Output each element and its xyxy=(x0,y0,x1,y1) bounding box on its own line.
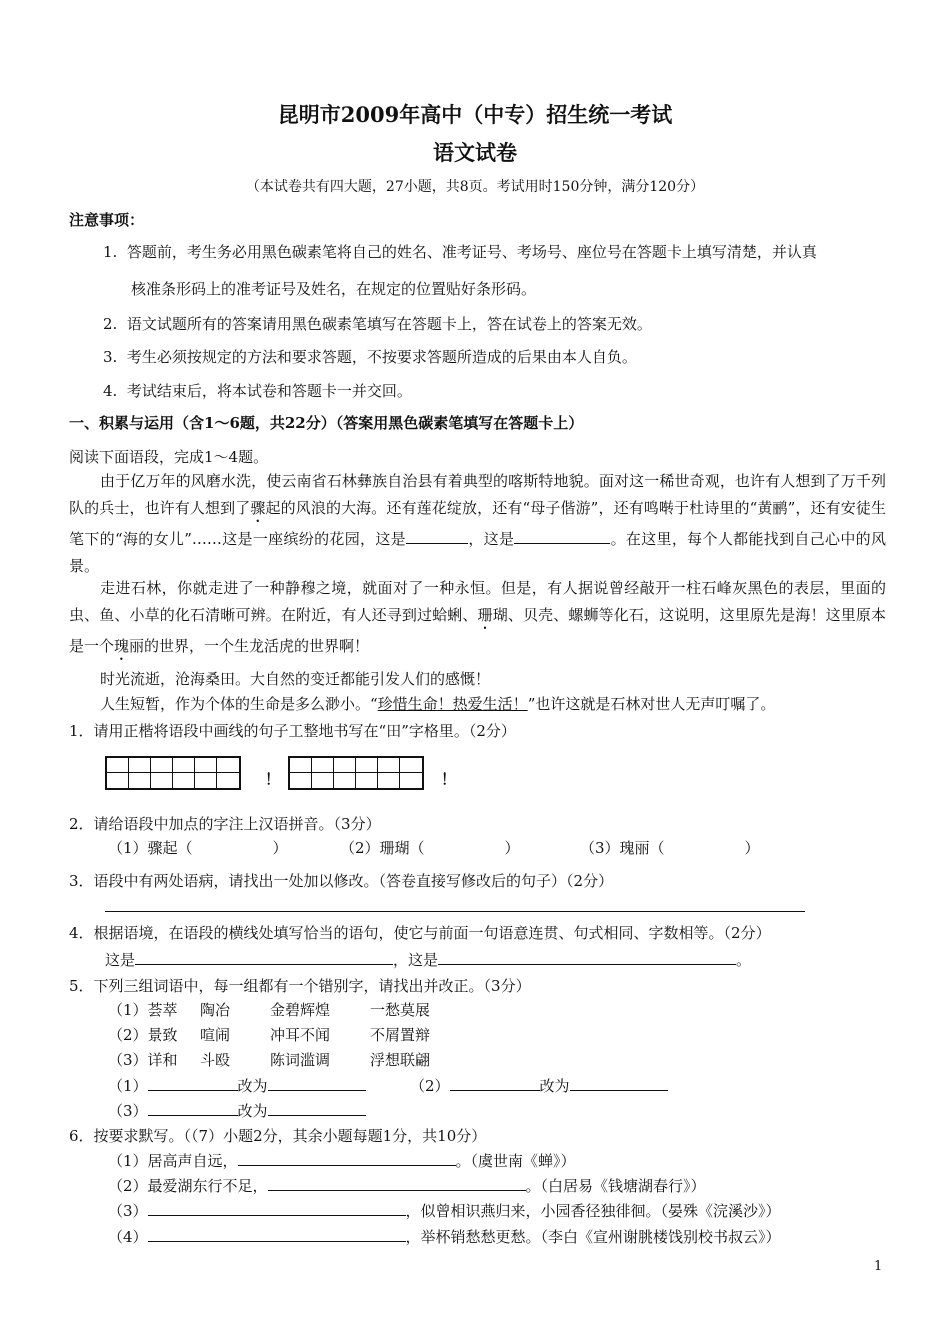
question-4: 4．根据语境，在语段的横线处填写恰当的语句，使它与前面一句语意连贯、句式相同、字数相等。（2分） xyxy=(69,924,771,942)
passage-paragraph-4: 人生短暂，作为个体的生命是多么渺小。“珍惜生命！热爱生活！”也许这就是石林对世人无声叮嘱了。 xyxy=(100,695,776,713)
q2-item-2: （2）珊瑚（ ） xyxy=(340,839,520,857)
underlined-sentence: 珍惜生命！热爱生活！ xyxy=(377,695,528,713)
blank-2[interactable] xyxy=(514,528,610,544)
exam-title: 昆明市2009年高中（中专）招生统一考试 xyxy=(277,102,673,127)
q6-item-3: （3） ，似曾相识燕归来，小园香径独徘徊。（晏殊《浣溪沙》） xyxy=(108,1202,781,1220)
notice-item-1-cont: 核准条形码上的准考证号及姓名，在规定的位置贴好条形码。 xyxy=(131,280,537,298)
notice-item-3: 3. 考生必须按规定的方法和要求答题，不按要求答题所造成的后果由本人自负。 xyxy=(103,348,637,366)
q5-row-1: （1）荟萃 陶冶 金碧辉煌 一愁莫展 xyxy=(108,1001,431,1019)
q5-row-2: （2）景致 喧闹 冲耳不闻 不屑置辩 xyxy=(108,1026,431,1044)
writing-grid-1[interactable] xyxy=(105,756,241,790)
question-2: 2．请给语段中加点的字注上汉语拼音。（3分） xyxy=(69,815,381,833)
notice-item-1: 1. 答题前，考生务必用黑色碳素笔将自己的姓名、准考证号、考场号、座位号在答题卡上填写清楚，并认真 xyxy=(103,243,817,261)
writing-grid-2[interactable] xyxy=(288,756,424,790)
blank-1[interactable] xyxy=(406,528,468,544)
notice-item-4: 4. 考试结束后，将本试卷和答题卡一并交回。 xyxy=(103,382,412,400)
q5-answer-3: （3） 改为 xyxy=(108,1100,366,1121)
q6-item-2: （2）最爱湖东行不足， 。（白居易《钱塘湖春行》） xyxy=(108,1177,706,1195)
passage-paragraph-3: 时光流逝，沧海桑田。大自然的变迁都能引发人们的感慨！ xyxy=(100,670,491,688)
question-1: 1．请用正楷将语段中画线的句子工整地书写在“田”字格里。（2分） xyxy=(69,722,516,740)
q3-answer-line[interactable] xyxy=(105,911,805,912)
q4-blank-2[interactable] xyxy=(438,949,736,965)
dotted-char: 瑰 xyxy=(114,637,130,655)
notice-item-2: 2. 语文试题所有的答案请用黑色碳素笔填写在答题卡上，答在试卷上的答案无效。 xyxy=(103,315,652,333)
question-6: 6．按要求默写。（（7）小题2分，其余小题每题1分，共10分） xyxy=(69,1127,487,1145)
notice-heading: 注意事项： xyxy=(69,211,145,229)
dotted-char: 珊 xyxy=(477,606,493,624)
passage-paragraph-1: 由于亿万年的风磨水洗，使云南省石林彝族自治县有着典型的喀斯特地貌。面对这一稀世奇观，也许有人想到了万千列队的兵士，也许有人想到了骤起的风浪的大海。还有莲花绽放，还有“母子偕游”，还有鸣啭于杜诗里的“黄鹂”，还有安徒生笔下的“海的女儿”……这是一座缤纷的花园，这是 ，这是 。在这里，每个人都能找到自己心中的风景。 xyxy=(69,472,886,575)
q2-item-1: （1）骤起（ ） xyxy=(108,839,288,857)
q6-item-1: （1）居高声自远， 。（虞世南《蝉》） xyxy=(108,1152,576,1170)
q2-item-3: （3）瑰丽（ ） xyxy=(580,839,760,857)
q5-row-3: （3）详和 斗殴 陈词滥调 浮想联翩 xyxy=(108,1051,431,1069)
exam-info: （本试卷共有四大题，27小题，共8页。考试用时150分钟，满分120分） xyxy=(245,179,705,195)
question-3: 3．语段中有两处语病，请找出一处加以修改。（答卷直接写修改后的句子）（2分） xyxy=(69,872,614,890)
q4-blank-1[interactable] xyxy=(135,949,393,965)
q4-answer: 这是 ，这是 。 xyxy=(105,951,752,969)
dotted-char: 骤 xyxy=(250,499,266,517)
paper-subtitle: 语文试卷 xyxy=(433,140,517,165)
reading-intro: 阅读下面语段，完成1～4题。 xyxy=(69,448,269,466)
grid-exclamation-1: ！ xyxy=(265,770,281,788)
q5-answer-2: （2） 改为 xyxy=(410,1075,668,1096)
grid-exclamation-2: ！ xyxy=(441,770,457,788)
passage-paragraph-2: 走进石林，你就走进了一种静穆之境，就面对了一种永恒。但是，有人据说曾经敲开一柱石峰灰黑色的表层，里面的虫、鱼、小草的化石清晰可辨。在附近，有人还寻到过蛤蜊、珊瑚、贝壳、螺蛳等化石，这说明，这里原先是海！这里原本是一个瑰丽的世界，一个生龙活虎的世界啊！ xyxy=(69,579,886,655)
q5-answer-1: （1） 改为 xyxy=(108,1075,366,1096)
page-number: 1 xyxy=(874,1259,883,1274)
question-5: 5．下列三组词语中，每一组都有一个错别字，请找出并改正。（3分） xyxy=(69,977,531,995)
section1-heading: 一、积累与运用（含1～6题，共22分）（答案用黑色碳素笔填写在答题卡上） xyxy=(69,414,584,432)
q6-item-4: （4） ，举杯销愁愁更愁。（李白《宣州谢朓楼饯别校书叔云》） xyxy=(108,1228,781,1246)
